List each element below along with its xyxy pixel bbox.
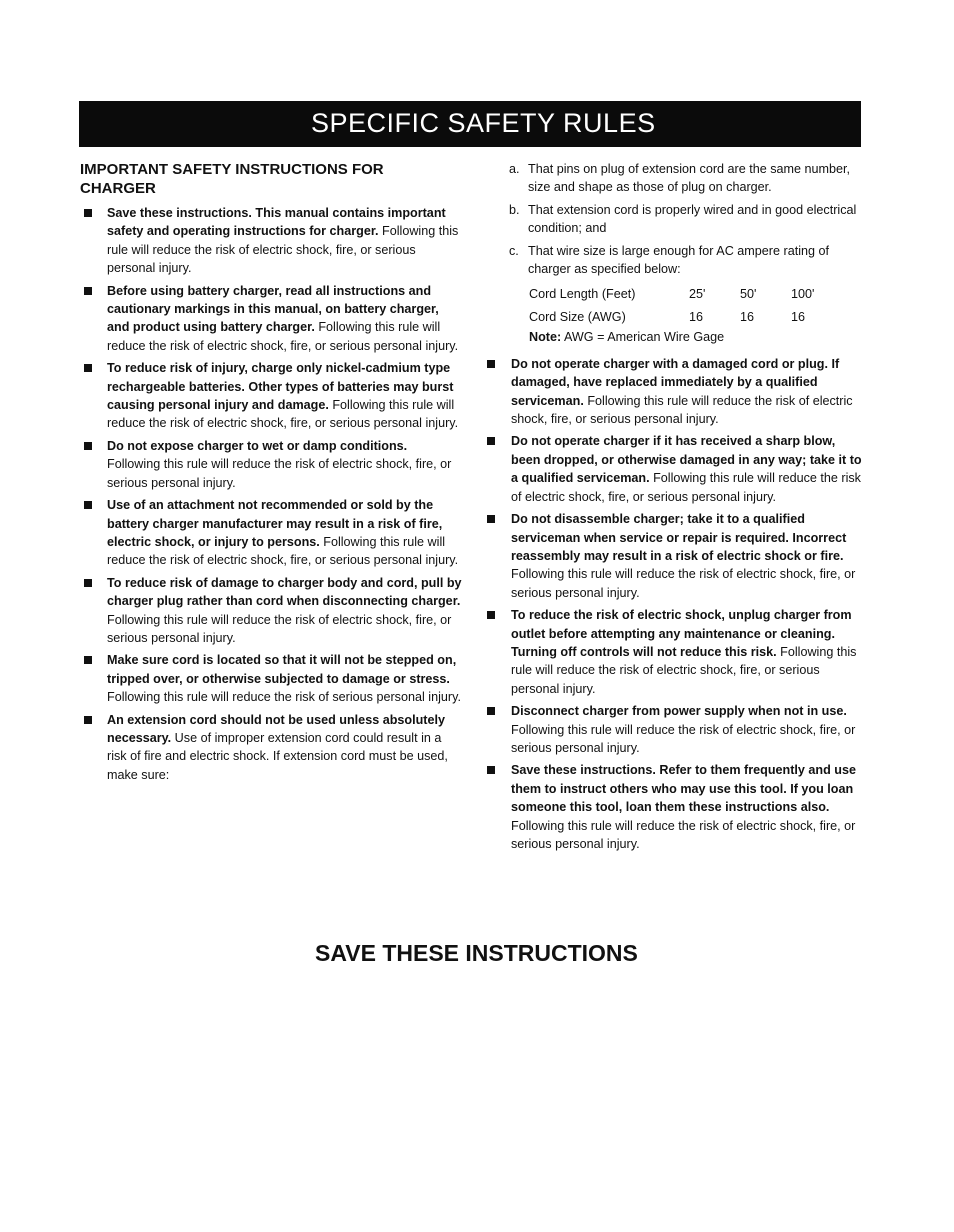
safety-rule-item — [80, 282, 462, 356]
safety-rule-item — [483, 432, 867, 506]
rule-body-text: Following this rule will reduce the risk of electric shock, fire, or serious personal injury. — [511, 722, 856, 755]
rule-body-text: Following this rule will reduce the risk of electric shock, fire, or serious personal injury. — [107, 534, 459, 568]
rule-body-text: Following this rule will reduce the risk of electric shock, fire, or serious personal injury. — [107, 398, 459, 431]
rule-body-text: Following this rule will reduce the risk of electric shock, fire, or serious personal injury. — [511, 567, 856, 600]
square-bullet-icon — [84, 579, 92, 587]
cord-length-label: Cord Length (Feet) — [529, 286, 636, 301]
rule-bold-text: Before using battery charger, read all instructions and cautionary markings in this manual, on battery charger, and product using battery charger. — [107, 283, 439, 335]
square-bullet-icon — [84, 501, 92, 509]
note-text: AWG = American Wire Gage — [561, 330, 725, 345]
cord-length-100: 100' — [791, 286, 815, 301]
condition-text: That wire size is large enough for AC ampere rating of charger as specified below: — [528, 243, 830, 277]
rule-bold-text: To reduce the risk of electric shock, unplug charger from outlet before attempting any maintenance or cleaning. Turning off controls will not reduce this risk. — [511, 608, 852, 659]
cord-size-table — [529, 282, 867, 328]
cord-size-label: Cord Size (AWG) — [529, 309, 626, 324]
save-instructions-footer: SAVE THESE INSTRUCTIONS — [315, 940, 638, 966]
square-bullet-icon — [84, 364, 92, 372]
square-bullet-icon — [84, 442, 92, 450]
rule-body-text: Following this rule will reduce the risk of electric shock, fire, or serious personal injury. — [511, 644, 857, 696]
safety-rule-item — [483, 606, 867, 698]
safety-rule-item — [483, 510, 867, 602]
rule-bold-text: Do not expose charger to wet or damp conditions. — [107, 438, 408, 453]
rule-bold-text: Do not operate charger if it has received a sharp blow, been dropped, or otherwise damaged in any way; take it to a qualified serviceman. — [511, 434, 862, 486]
square-bullet-icon — [487, 515, 495, 523]
rule-bold-text: Save these instructions. Refer to them frequently and use them to instruct others who may use this tool. If you loan someone this tool, loan them these instructions also. — [511, 763, 857, 815]
cord-size-100: 16 — [791, 309, 806, 324]
cord-size-row — [529, 305, 867, 328]
square-bullet-icon — [84, 716, 92, 724]
square-bullet-icon — [487, 766, 495, 774]
square-bullet-icon — [84, 287, 92, 295]
rule-bold-text: Make sure cord is located so that it will not be stepped on, tripped over, or otherwise subjected to damage or stress. — [107, 653, 457, 686]
rule-body-text: Following this rule will reduce the risk of electric shock, fire, or serious personal injury. — [107, 320, 459, 353]
safety-rule-item — [483, 761, 867, 853]
rule-body-text: Following this rule will reduce the risk of electric shock, fire, or serious personal injury. — [511, 471, 861, 504]
square-bullet-icon — [487, 707, 495, 715]
rule-body-text: Following this rule will reduce the risk of electric shock, fire, or serious personal injury. — [107, 612, 452, 645]
condition-letter: a. — [509, 162, 520, 176]
rule-body-text: Following this rule will reduce the risk of electric shock, fire, or serious personal injury. — [511, 818, 856, 851]
note-label: Note: — [529, 330, 562, 345]
section-title: SPECIFIC SAFETY RULES — [311, 108, 656, 138]
rule-body-text: Following this rule will reduce the risk of electric shock, fire, or serious personal injury. — [107, 457, 452, 490]
left-rule-list — [80, 204, 462, 784]
safety-rule-item — [483, 702, 867, 757]
rule-bold-text: Disconnect charger from power supply when not in use. — [511, 704, 847, 719]
rule-bold-text: Use of an attachment not recommended or sold by the battery charger manufacturer may result in a risk of fire, electric shock, or injury to persons. — [107, 498, 443, 549]
left-column — [80, 160, 462, 788]
rule-bold-text: An extension cord should not be used unless absolutely necessary. — [107, 712, 445, 745]
right-rule-list — [483, 355, 867, 854]
condition-letter: b. — [509, 202, 520, 217]
charger-instructions-heading: IMPORTANT SAFETY INSTRUCTIONS FOR CHARGER — [80, 161, 384, 197]
rule-body-text: Following this rule will reduce the risk of serious personal injury. — [107, 690, 461, 705]
condition-text: That extension cord is properly wired and in good electrical condition; and — [528, 202, 857, 236]
rule-bold-text: Do not disassemble charger; take it to a qualified serviceman when service or repair is required. Incorrect reassembly may result in a risk of electric shock or fire. — [511, 512, 847, 563]
right-column — [483, 160, 867, 857]
cord-length-25: 25' — [689, 286, 706, 301]
rule-body-text: Following this rule will reduce the risk of electric shock, fire, or serious personal injury. — [511, 393, 853, 427]
rule-bold-text: To reduce risk of damage to charger body and cord, pull by charger plug rather than cord when disconnecting charger. — [107, 575, 462, 609]
extension-cord-checklist — [483, 160, 867, 278]
safety-rule-item — [80, 437, 462, 492]
safety-rule-item — [80, 574, 462, 648]
cord-length-50: 50' — [740, 286, 757, 301]
safety-rule-item — [80, 496, 462, 570]
safety-rule-item — [483, 355, 867, 429]
safety-rule-item — [80, 204, 462, 278]
rule-bold-text: Save these instructions. This manual contains important safety and operating instructions for charger. — [107, 206, 446, 239]
square-bullet-icon — [487, 437, 495, 445]
cord-size-25: 16 — [689, 309, 704, 324]
rule-bold-text: Do not operate charger with a damaged cord or plug. If damaged, have replaced immediately by a qualified serviceman. — [511, 356, 840, 408]
square-bullet-icon — [84, 209, 92, 217]
rule-bold-text: To reduce risk of injury, charge only nickel-cadmium type rechargeable batteries. Other types of batteries may burst causing personal injury and damage. — [107, 361, 454, 413]
safety-rule-item — [80, 651, 462, 706]
rule-body-text: Use of improper extension cord could result in a risk of fire and electric shock. If extension cord must be used, make sure: — [107, 730, 448, 782]
square-bullet-icon — [84, 656, 92, 664]
extension-cord-condition — [509, 160, 867, 197]
awg-note — [529, 328, 867, 346]
square-bullet-icon — [487, 611, 495, 619]
section-banner — [79, 101, 861, 147]
cord-length-row — [529, 282, 867, 305]
extension-cord-condition — [509, 242, 867, 279]
condition-text: That pins on plug of extension cord are the same number, size and shape as those of plug on charger. — [528, 162, 851, 195]
condition-letter: c. — [509, 243, 519, 258]
extension-cord-condition — [509, 201, 867, 238]
safety-rule-item — [80, 711, 462, 785]
rule-body-text: Following this rule will reduce the risk of electric shock, fire, or serious personal injury. — [107, 224, 459, 276]
cord-size-50: 16 — [740, 309, 755, 324]
safety-rule-item — [80, 359, 462, 433]
square-bullet-icon — [487, 360, 495, 368]
